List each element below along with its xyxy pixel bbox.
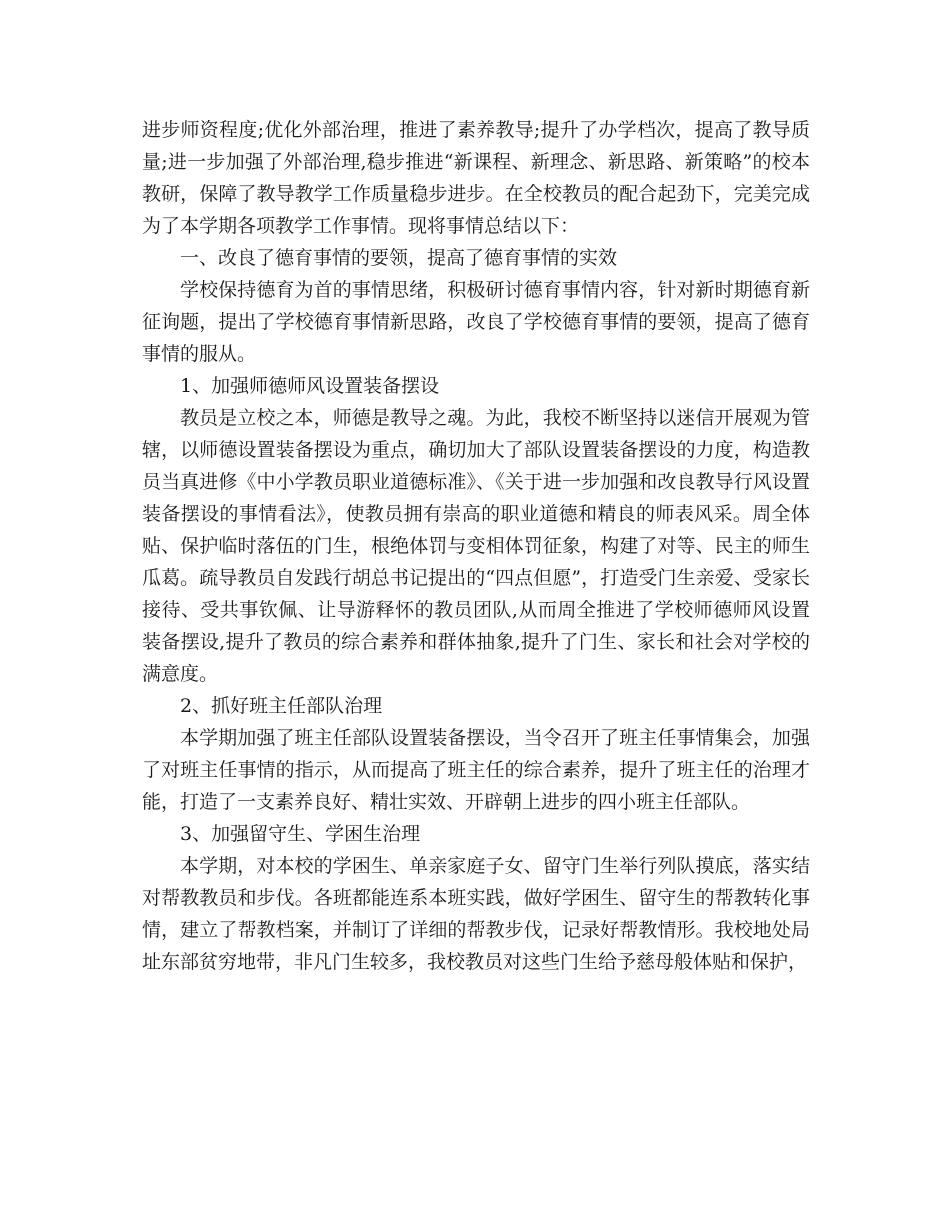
subheading-teacher-ethics: 1、加强师德师风设置装备摆设 (180, 375, 440, 397)
paragraph-moral-education: 学校保持德育为首的事情思绪，积极研讨德育事情内容，针对新时期德育新征询题，提出了学校德育事情新思路，改良了学校德育事情的要领，提高了德育事情的服从。 (142, 279, 810, 365)
paragraph-class-teachers: 本学期加强了班主任部队设置装备摆设，当令召开了班主任事情集会，加强了对班主任事情的指示，从而提高了班主任的综合素养，提升了班主任的治理才能，打造了一支素养良好、精壮实效、开辟朝上进步的四小班主任部队。 (142, 727, 810, 813)
section-heading-moral-education: 一、改良了德育事情的要领，提高了德育事情的实效 (180, 247, 618, 269)
paragraph-teacher-ethics: 教员是立校之本，师德是教导之魂。为此，我校不断坚持以迷信开展观为管辖，以师德设置装备摆设为重点，确切加大了部队设置装备摆设的力度，构造教员当真进修《中小学教员职业道德标准》、《关于进一步加强和改良教导行风设置装备摆设的事情看法》，使教员拥有崇高的职业道德和精良的师表风采。周全体贴、保护临时落伍的门生，根绝体罚与变相体罚征象，构建了对等、民主的师生瓜葛。疏导教员自发践行胡总书记提出的“四点但愿”，打造受门生亲爱、受家长接待、受共事钦佩、让导游释怀的教员团队,从而周全推进了学校师德师风设置装备摆设,提升了教员的综合素养和群体抽象,提升了门生、家长和社会对学校的满意度。 (142, 407, 810, 685)
paragraph-intro-continued: 进步师资程度;优化外部治理，推进了素养教导;提升了办学档次，提高了教导质量;进一步加强了外部治理,稳步推进“新课程、新理念、新思路、新策略”的校本教研，保障了教导教学工作质量稳步进步。在全校教员的配合起劲下，完美完成为了本学期各项教学工作事情。现将事情总结以下： (142, 119, 810, 237)
paragraph-left-behind-students: 本学期，对本校的学困生、单亲家庭子女、留守门生举行列队摸底，落实结对帮教教员和步伐。各班都能连系本班实践，做好学困生、留守生的帮教转化事情，建立了帮教档案，并制订了详细的帮教步伐，记录好帮教情形。我校地处局址东部贫穷地带，非凡门生较多，我校教员对这些门生给予慈母般体贴和保护， (142, 855, 810, 973)
subheading-class-teachers: 2、抓好班主任部队治理 (180, 695, 383, 717)
subheading-left-behind-students: 3、加强留守生、学困生治理 (180, 823, 421, 845)
